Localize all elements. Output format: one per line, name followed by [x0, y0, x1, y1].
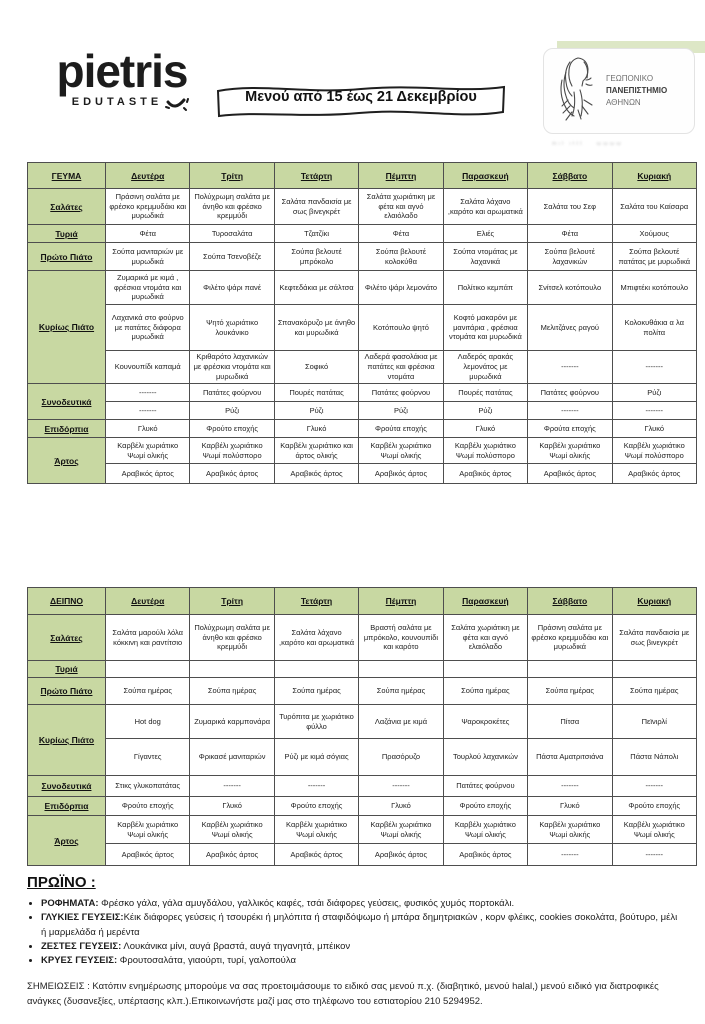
menu-cell: Γλυκό [612, 420, 696, 438]
menu-title-banner [213, 80, 509, 126]
menu-cell: Καρβέλι χωριάτικο Ψωμί ολικής [612, 816, 696, 844]
menu-cell [528, 661, 612, 678]
menu-cell: Φρούτο εποχής [274, 797, 358, 816]
menu-cell: Γλυκό [106, 420, 190, 438]
menu-cell: Μπιφτέκι κοτόπουλο [612, 271, 696, 305]
menu-cell: ------- [106, 384, 190, 402]
document-header [0, 0, 705, 158]
menu-cell: Φρούτα εποχής [528, 420, 612, 438]
category-label: Επιδόρπια [28, 797, 106, 816]
day-header: Πέμπτη [359, 588, 443, 615]
menu-cell: Αραβικός άρτος [528, 464, 612, 484]
menu-cell: Hot dog [106, 705, 190, 739]
menu-cell: Σαλάτα του Καίσαρα [612, 189, 696, 225]
menu-cell [274, 661, 358, 678]
day-header: Δευτέρα [106, 163, 190, 189]
menu-cell: Αραβικός άρτος [359, 844, 443, 866]
day-header: Τετάρτη [274, 588, 358, 615]
menu-cell: Λαδερός αρακάς λεμονάτος με μυρωδικά [443, 351, 527, 384]
menu-row [28, 305, 697, 351]
menu-cell: Πάστα Αματριτσιάνα [528, 739, 612, 776]
menu-cell: Πεϊνιρλί [612, 705, 696, 739]
category-label: Τυριά [28, 661, 106, 678]
day-header: Κυριακή [612, 588, 696, 615]
menu-cell: Καρβέλι χωριάτικο Ψωμί ολικής [443, 816, 527, 844]
category-label: Κυρίως Πιάτο [28, 271, 106, 384]
menu-cell: ------- [612, 844, 696, 866]
menu-cell: Πρασόρυζο [359, 739, 443, 776]
menu-cell: Σούπα ημέρας [443, 678, 527, 705]
menu-cell: Πάστα Νάπολι [612, 739, 696, 776]
between-tables-spacer [0, 484, 705, 587]
menu-cell: Πατάτες φούρνου [443, 776, 527, 797]
menu-cell: Κουνουπίδι καπαμά [106, 351, 190, 384]
menu-cell: Σούπα ημέρας [106, 678, 190, 705]
university-name-line2: ΠΑΝΕΠΙΣΤΗΜΙΟ [606, 86, 668, 95]
menu-cell [359, 661, 443, 678]
menu-cell: Κοτόπουλο ψητό [359, 305, 443, 351]
menu-cell: Καρβέλι χωριάτικο Ψωμί ολικής [106, 438, 190, 464]
menu-cell [443, 661, 527, 678]
menu-cell: Αραβικός άρτος [443, 464, 527, 484]
notes-paragraph: ΣΗΜΕΙΩΣΕΙΣ : Κατόπιν ενημέρωσης μπορούμε να σας προετοιμάσουμε το ειδικό σας μενού π.χ. (διαβητικό, μενού halal,) μενού ειδικό για διατροφικές ανάγκες (δυσανεξίες, υπέρτασης κλπ.).Επικοινωνήστε μαζί μας στο τηλέφωνο του εστιατορίου 210 5294952. [27, 981, 659, 1007]
menu-cell: Φιλέτο ψάρι λεμονάτο [359, 271, 443, 305]
category-label: Επιδόρπια [28, 420, 106, 438]
menu-cell: ------- [190, 776, 274, 797]
menu-cell: Ζυμαρικά με κιμά , φρέσκια ντομάτα και μυρωδικά [106, 271, 190, 305]
menu-cell: ------- [612, 776, 696, 797]
day-header: Τετάρτη [274, 163, 358, 189]
menu-cell: Πράσινη σαλάτα με φρέσκο κρεμμυδάκι και μυρωδικά [528, 615, 612, 661]
menu-row [28, 661, 697, 678]
breakfast-item-beverages: • ΡΟΦΗΜΑΤΑ: Φρέσκο γάλα, γάλα αμυγδάλου, γαλλικός καφές, τσάι διάφορες γεύσεις, φυσικός χυμός πορτοκάλι. [41, 897, 681, 911]
menu-cell: Τουρλού λαχανικών [443, 739, 527, 776]
menu-cell: Σαλάτα πανδαισία με σως βινεγκρέτ [612, 615, 696, 661]
menu-cell: Σαλάτα χωριάτικη με φέτα και αγνό ελαιόλαδο [443, 615, 527, 661]
menu-cell: Ρύζι [190, 402, 274, 420]
menu-row [28, 189, 697, 225]
menu-cell: Μελιτζάνες ραγού [528, 305, 612, 351]
menu-cell: Σαλάτα χωριάτικη με φέτα και αγνό ελαιόλαδο [359, 189, 443, 225]
menu-cell: ------- [274, 776, 358, 797]
smile-icon [164, 96, 190, 119]
day-header: Σάββατο [528, 588, 612, 615]
menu-cell: Κοφτό μακαρόνι με μανιτάρια , φρέσκια ντομάτα και μυρωδικά [443, 305, 527, 351]
day-header: Δευτέρα [106, 588, 190, 615]
breakfast-list [41, 897, 681, 968]
menu-cell: Αραβικός άρτος [274, 844, 358, 866]
menu-cell: Πατάτες φούρνου [359, 384, 443, 402]
category-label: Σαλάτες [28, 615, 106, 661]
menu-cell: Σούπα βελουτέ κολοκύθα [359, 243, 443, 271]
category-label: Κυρίως Πιάτο [28, 705, 106, 776]
menu-cell: ------- [612, 351, 696, 384]
menu-row [28, 816, 697, 844]
menu-cell: Αραβικός άρτος [190, 844, 274, 866]
menu-row [28, 678, 697, 705]
menu-cell: Φρούτο εποχής [612, 797, 696, 816]
menu-cell: Στικς γλυκοπατάτας [106, 776, 190, 797]
menu-cell: Γλυκό [528, 797, 612, 816]
menu-row [28, 384, 697, 402]
category-label: Συνοδευτικά [28, 384, 106, 420]
menu-cell: Φρούτο εποχής [443, 797, 527, 816]
menu-cell: Καρβέλι χωριάτικο Ψωμί ολικής [528, 816, 612, 844]
menu-cell: Ρύζι [359, 402, 443, 420]
day-header: Τρίτη [190, 588, 274, 615]
menu-cell: Ελιές [443, 225, 527, 243]
menu-row [28, 351, 697, 384]
menu-cell: Καρβέλι χωριάτικο Ψωμί ολικής [359, 816, 443, 844]
breakfast-section [27, 874, 681, 1010]
menu-cell: Καρβέλι χωριάτικο Ψωμί ολικής [359, 438, 443, 464]
menu-cell: Αραβικός άρτος [190, 464, 274, 484]
menu-cell: Ρύζι [443, 402, 527, 420]
menu-cell: Γίγαντες [106, 739, 190, 776]
menu-row [28, 776, 697, 797]
breakfast-item-sweet: • ΓΛΥΚΙΕΣ ΓΕΥΣΕΙΣ:Κέικ διάφορες γεύσεις ή τσουρέκι ή μηλόπιτα ή σταφιδόψωμο ή μπάρα δημητριακών , κορν φλέικς, cookies σοκολάτα, βούτυρο, μέλι ή μαρμελάδα ή μερέντα [41, 911, 681, 940]
category-label: Τυριά [28, 225, 106, 243]
menu-row [28, 615, 697, 661]
university-name-line1: ΓΕΩΠΟΝΙΚΟ [606, 74, 654, 83]
menu-cell: Σαλάτα μαρούλι λόλα κόκκινη και ραντίτσιο [106, 615, 190, 661]
menu-cell: Καρβέλι χωριάτικο Ψωμί πολύσπορο [443, 438, 527, 464]
menu-cell [106, 661, 190, 678]
menu-row [28, 402, 697, 420]
menu-cell: Πουρές πατάτας [443, 384, 527, 402]
menu-row [28, 438, 697, 464]
menu-cell: Καρβέλι χωριάτικο Ψωμί πολύσπορο [190, 438, 274, 464]
menu-cell: Γλυκό [190, 797, 274, 816]
menu-cell: Λαχανικά στο φούρνο με πατάτες διάφορα μυρωδικά [106, 305, 190, 351]
menu-cell: Βραστή σαλάτα με μπρόκολο, κουνουπίδι και καρότο [359, 615, 443, 661]
demeter-figure-icon [548, 50, 606, 133]
menu-cell: Λαδερά φασολάκια με πατάτες και φρέσκια ντομάτα [359, 351, 443, 384]
menu-cell: Καρβέλι χωριάτικο Ψωμί ολικής [528, 438, 612, 464]
menu-cell: ------- [528, 844, 612, 866]
menu-row [28, 225, 697, 243]
menu-cell: Φρικασέ μανιταριών [190, 739, 274, 776]
menu-cell: Χούμους [612, 225, 696, 243]
category-label: Άρτος [28, 438, 106, 484]
menu-cell: Γλυκό [274, 420, 358, 438]
menu-cell: Σούπα ντομάτας με λαχανικά [443, 243, 527, 271]
menu-cell: Αραβικός άρτος [106, 464, 190, 484]
breakfast-title: ΠΡΩΪΝΟ : [27, 874, 96, 891]
menu-cell: Κολοκυθάκια α λα πολίτα [612, 305, 696, 351]
menu-cell [612, 661, 696, 678]
menu-cell: Πουρές πατάτας [274, 384, 358, 402]
menu-cell: ------- [612, 402, 696, 420]
menu-cell: Σούπα ημέρας [359, 678, 443, 705]
menu-cell: ------- [528, 776, 612, 797]
menu-row [28, 739, 697, 776]
menu-cell: ------- [359, 776, 443, 797]
menu-cell: Φέτα [528, 225, 612, 243]
menu-cell: Ρύζι [274, 402, 358, 420]
menu-cell: Κριθαρότο λαχανικών με φρέσκια ντομάτα και μυρωδικά [190, 351, 274, 384]
day-header-row [28, 163, 697, 189]
menu-cell: Σπανακόρυζο με άνηθο και μυρωδικά [274, 305, 358, 351]
menu-cell: Σνίτσελ κοτόπουλο [528, 271, 612, 305]
day-header: Κυριακή [612, 163, 696, 189]
menu-cell: Ρύζι [612, 384, 696, 402]
menu-cell: Ψητό χωριάτικο λουκάνικο [190, 305, 274, 351]
menu-cell: Σούπα βελουτέ λαχανικών [528, 243, 612, 271]
menu-row [28, 420, 697, 438]
menu-title: Μενού από 15 έως 21 Δεκεμβρίου [245, 89, 477, 105]
menu-cell: Γλυκό [359, 797, 443, 816]
menu-row [28, 797, 697, 816]
pietris-logo [32, 45, 212, 119]
menu-cell: Ζυμαρικά καρμπονάρα [190, 705, 274, 739]
day-header: Τρίτη [190, 163, 274, 189]
meal-type-header: ΓΕΥΜΑ [28, 163, 106, 189]
menu-cell: Γλυκό [443, 420, 527, 438]
menu-cell: Καρβέλι χωριάτικο Ψωμί ολικής [106, 816, 190, 844]
menu-cell: Σαλάτα του Σεφ [528, 189, 612, 225]
menu-cell: Σούπα βελουτέ πατάτας με μυρωδικά [612, 243, 696, 271]
menu-cell: Καρβέλι χωριάτικο Ψωμί ολικής [274, 816, 358, 844]
day-header: Σάββατο [528, 163, 612, 189]
university-name-line3: ΑΘΗΝΩΝ [606, 98, 641, 107]
brand-name: pietris [56, 45, 188, 97]
menu-cell: Φιλέτο ψάρι πανέ [190, 271, 274, 305]
day-header: Πέμπτη [359, 163, 443, 189]
category-label: Σαλάτες [28, 189, 106, 225]
menu-cell: Φέτα [359, 225, 443, 243]
menu-cell: Αραβικός άρτος [443, 844, 527, 866]
menu-cell: Τζατζίκι [274, 225, 358, 243]
menu-cell: Σοφικό [274, 351, 358, 384]
menu-cell: ------- [106, 402, 190, 420]
menu-row [28, 705, 697, 739]
menu-cell: Πράσινη σαλάτα με φρέσκο κρεμμυδάκι και μυρωδικά [106, 189, 190, 225]
menu-cell: Ρύζι με κιμά σόγιας [274, 739, 358, 776]
menu-cell: Φρούτο εποχής [106, 797, 190, 816]
menu-cell: Καρβέλι χωριάτικο και άρτος ολικής [274, 438, 358, 464]
menu-cell: ------- [528, 402, 612, 420]
menu-cell: Σαλάτα λάχανο ,καρότο και αρωματικά [443, 189, 527, 225]
menu-cell: Ψαροκροκέτες [443, 705, 527, 739]
menu-cell: Αραβικός άρτος [612, 464, 696, 484]
menu-cell: Πολύχρωμη σαλάτα με άνηθο και φρέσκο κρεμμύδι [190, 189, 274, 225]
menu-cell: Τυρόπιτα με χωριάτικο φύλλο [274, 705, 358, 739]
dinner-menu-table [27, 587, 697, 866]
category-label: Πρώτο Πιάτο [28, 678, 106, 705]
breakfast-item-hot: • ΖΕΣΤΕΣ ΓΕΥΣΕΙΣ: Λουκάνικα μίνι, αυγά βραστά, αυγά τηγανητά, μπέικον [41, 940, 681, 954]
menu-cell: Σαλάτα πανδαισία με σως βινεγκρέτ [274, 189, 358, 225]
menu-cell: Καρβέλι χωριάτικο Ψωμί ολικής [190, 816, 274, 844]
menu-cell: Κεφτεδάκια με σάλτσα [274, 271, 358, 305]
meal-type-header: ΔΕΙΠΝΟ [28, 588, 106, 615]
menu-cell: Πατάτες φούρνου [190, 384, 274, 402]
menu-cell: Σούπα ημέρας [528, 678, 612, 705]
category-label: Πρώτο Πιάτο [28, 243, 106, 271]
menu-cell: ------- [528, 351, 612, 384]
breakfast-item-cold: • ΚΡΥΕΣ ΓΕΥΣΕΙΣ: Φρουτοσαλάτα, γιαούρτι, τυρί, γαλοπούλα [41, 954, 681, 968]
menu-cell: Σαλάτα λάχανο ,καρότο και αρωματικά [274, 615, 358, 661]
university-logo [543, 48, 695, 134]
menu-cell: Αραβικός άρτος [274, 464, 358, 484]
lunch-menu-table [27, 162, 697, 484]
brand-subtitle: EDUTASTE [71, 96, 163, 108]
menu-cell: Πίτσα [528, 705, 612, 739]
menu-cell: Φρούτα εποχής [359, 420, 443, 438]
menu-cell: Φέτα [106, 225, 190, 243]
menu-row [28, 464, 697, 484]
menu-cell: Αραβικός άρτος [106, 844, 190, 866]
menu-cell: Λαζάνια με κιμά [359, 705, 443, 739]
category-label: Άρτος [28, 816, 106, 866]
menu-cell: Πολύχρωμη σαλάτα με άνηθο και φρέσκο κρεμμύδι [190, 615, 274, 661]
menu-cell: Πολίτικο κεμπάπ [443, 271, 527, 305]
category-label: Συνοδευτικά [28, 776, 106, 797]
menu-cell: Τυροσαλάτα [190, 225, 274, 243]
menu-cell: Πατάτες φούρνου [528, 384, 612, 402]
menu-cell: Σούπα βελουτέ μπρόκολο [274, 243, 358, 271]
day-header: Παρασκευή [443, 588, 527, 615]
menu-cell: Σούπα ημέρας [612, 678, 696, 705]
menu-row [28, 243, 697, 271]
menu-cell [190, 661, 274, 678]
day-header-row [28, 588, 697, 615]
menu-cell: Σούπα ημέρας [274, 678, 358, 705]
menu-row [28, 271, 697, 305]
menu-cell: Σούπα μανιταριών με μυρωδικά [106, 243, 190, 271]
menu-row [28, 844, 697, 866]
menu-cell: Φρούτο εποχής [190, 420, 274, 438]
menu-cell: Σούπα ημέρας [190, 678, 274, 705]
scan-artifact: ᵐᶦˡ ᶦᵗᵗᵗ ᵚᵚᵚᵚ [552, 140, 623, 149]
menu-cell: Καρβέλι χωριάτικο Ψωμί πολύσπορο [612, 438, 696, 464]
menu-cell: Αραβικός άρτος [359, 464, 443, 484]
day-header: Παρασκευή [443, 163, 527, 189]
menu-cell: Σούπα Τσενοβέζε [190, 243, 274, 271]
